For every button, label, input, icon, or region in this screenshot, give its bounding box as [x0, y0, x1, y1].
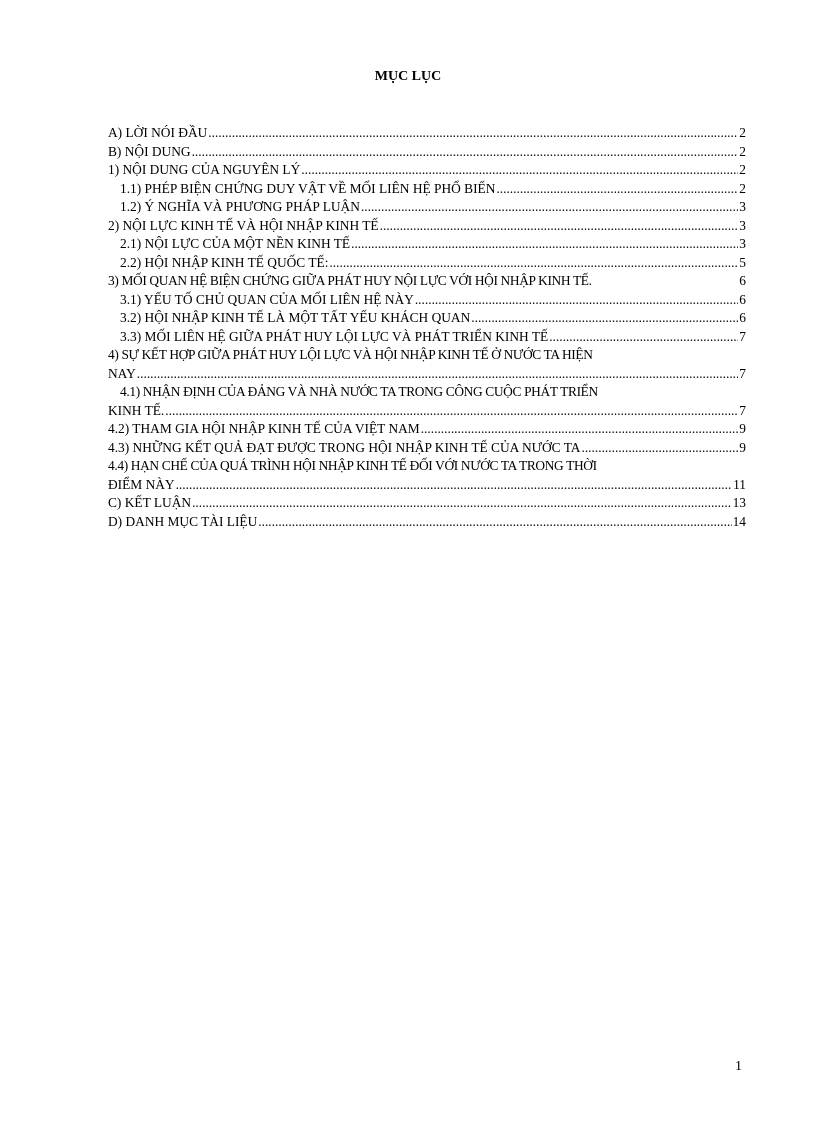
toc-entry-line2: [108, 365, 746, 384]
toc-entry[interactable]: [108, 346, 746, 383]
toc-page-number: 7: [739, 402, 746, 418]
toc-leader-dots: [176, 476, 733, 495]
toc-entry[interactable]: [108, 198, 746, 217]
toc-entry-label: 4.2) THAM GIA HỘI NHẬP KINH TẾ CỦA VIỆT NAM: [108, 421, 420, 436]
toc-leader-dots: [258, 513, 731, 532]
toc-leader-dots: [496, 180, 738, 199]
toc-page-number: 6: [739, 291, 746, 307]
toc-leader-dots: [192, 494, 732, 513]
toc-page-number: 2: [739, 125, 746, 140]
toc-entry-label: A) LỜI NÓI ĐẦU: [108, 125, 208, 140]
page-footer-number: 1: [735, 1059, 742, 1074]
toc-entry-label: 3.3) MỐI LIÊN HỆ GIỮA PHÁT HUY LỘI LỰC VÀ PHÁT TRIỂN KINH TẾ: [120, 328, 549, 344]
toc-page-number: 7: [739, 365, 746, 381]
toc-entry-label-line1: 4.1) NHẬN ĐỊNH CỦA ĐẢNG VÀ NHÀ NƯỚC TA TRONG CÔNG CUỘC PHÁT TRIỂN: [120, 384, 598, 399]
toc-page-number: 11: [733, 476, 746, 492]
toc-leader-dots: [208, 124, 738, 143]
toc-page-number: 3: [739, 217, 746, 233]
toc-page-number: 9: [739, 439, 746, 455]
toc-leader-dots: [415, 291, 738, 310]
toc-entry[interactable]: [108, 291, 746, 310]
toc-entry[interactable]: [108, 420, 746, 439]
toc-entry-label: 4.3) NHỮNG KẾT QUẢ ĐẠT ĐƯỢC TRONG HỘI NHẬP KINH TẾ CỦA NƯỚC TA: [108, 439, 581, 455]
toc-entry-label: B) NỘI DUNG: [108, 143, 191, 159]
toc-page-number: 14: [732, 513, 746, 529]
toc-entry[interactable]: [108, 494, 746, 513]
toc-entry[interactable]: [108, 235, 746, 254]
toc-entry-label: 1) NỘI DUNG CỦA NGUYÊN LÝ: [108, 162, 301, 177]
toc-entry-label-line1: 4) SỰ KẾT HỢP GIỮA PHÁT HUY LỘI LỰC VÀ HỘI NHẬP KINH TẾ Ở NƯỚC TA HIỆN: [108, 347, 593, 362]
toc-entry[interactable]: [108, 328, 746, 347]
toc-page-number: 6: [739, 310, 746, 325]
toc-page-number: 2: [739, 180, 746, 196]
toc-page-number: 9: [739, 421, 746, 436]
toc-entry-line2: [108, 402, 746, 421]
toc-entry-label: 3.1) YẾU TỐ CHỦ QUAN CỦA MỐI LIÊN HỆ NÀY: [120, 291, 414, 307]
toc-entry-label: C) KẾT LUẬN: [108, 495, 192, 510]
toc-leader-dots: [581, 439, 738, 458]
toc-leader-dots: [471, 309, 738, 328]
toc-entry-line2: [108, 476, 746, 495]
toc-page-number: 13: [732, 495, 746, 510]
toc-entry-label: 1.2) Ý NGHĨA VÀ PHƯƠNG PHÁP LUẬN: [120, 199, 360, 214]
toc-leader-dots: [137, 365, 739, 384]
toc-entry-label: 2.2) HỘI NHẬP KINH TẾ QUỐC TẾ:: [120, 254, 329, 270]
toc-entry[interactable]: [108, 309, 746, 328]
toc-leader-dots: [301, 161, 738, 180]
toc-entry[interactable]: [108, 161, 746, 180]
page-title: MỤC LỤC: [374, 69, 442, 84]
toc-leader-dots: [421, 420, 739, 439]
toc-page-number: 5: [739, 254, 746, 270]
toc-entry-label: D) DANH MỤC TÀI LIỆU: [108, 513, 258, 529]
toc-leader-dots: [380, 217, 739, 236]
toc-entry-label: ĐIỂM NÀY: [108, 476, 175, 492]
toc-entry-label: 3.2) HỘI NHẬP KINH TẾ LÀ MỘT TẤT YẾU KHÁCH QUAN: [120, 310, 471, 325]
toc-leader-dots: [165, 402, 738, 421]
toc-entry[interactable]: [108, 439, 746, 458]
toc-entry-label: 2.1) NỘI LỰC CỦA MỘT NỀN KINH TẾ: [120, 236, 351, 251]
toc-entry[interactable]: [108, 180, 746, 199]
toc-entry[interactable]: [108, 124, 746, 143]
toc-leader-dots: [329, 254, 738, 273]
toc-entry[interactable]: [108, 143, 746, 162]
toc-leader-dots: [192, 143, 739, 162]
toc-entry-label: 1.1) PHÉP BIỆN CHỨNG DUY VẬT VỀ MỐI LIÊN HỆ PHỔ BIẾN: [120, 180, 496, 196]
toc-page-number: 3: [739, 199, 746, 214]
toc-page-number: 3: [739, 236, 746, 251]
toc-leader-dots: [351, 235, 738, 254]
toc-page-number: 2: [739, 162, 746, 177]
toc-entry[interactable]: [108, 272, 746, 291]
toc-page-number: 2: [739, 143, 746, 159]
toc-entry-label: 2) NỘI LỰC KINH TẾ VÀ HỘI NHẬP KINH TẾ: [108, 217, 379, 233]
toc-leader-dots: [549, 328, 738, 347]
toc-entry[interactable]: [108, 383, 746, 420]
toc-entry[interactable]: [108, 457, 746, 494]
toc-entry[interactable]: [108, 217, 746, 236]
toc-leader-dots: [361, 198, 738, 217]
table-of-contents: [108, 124, 746, 531]
toc-entry-label: KINH TẾ.: [108, 402, 165, 418]
toc-entry-label: NAY: [108, 365, 136, 381]
toc-page-number: 7: [739, 328, 746, 344]
toc-page-number: 6: [739, 273, 746, 288]
toc-entry[interactable]: [108, 254, 746, 273]
toc-entry-label: 3) MỐI QUAN HỆ BIỆN CHỨNG GIỮA PHÁT HUY NỘI LỰC VỚI HỘI NHẬP KINH TẾ.: [108, 273, 592, 288]
toc-entry-label-line1: 4.4) HẠN CHẾ CỦA QUÁ TRÌNH HỘI NHẬP KINH TẾ ĐỐI VỚI NƯỚC TA TRONG THỜI: [108, 458, 597, 473]
toc-entry[interactable]: [108, 513, 746, 532]
